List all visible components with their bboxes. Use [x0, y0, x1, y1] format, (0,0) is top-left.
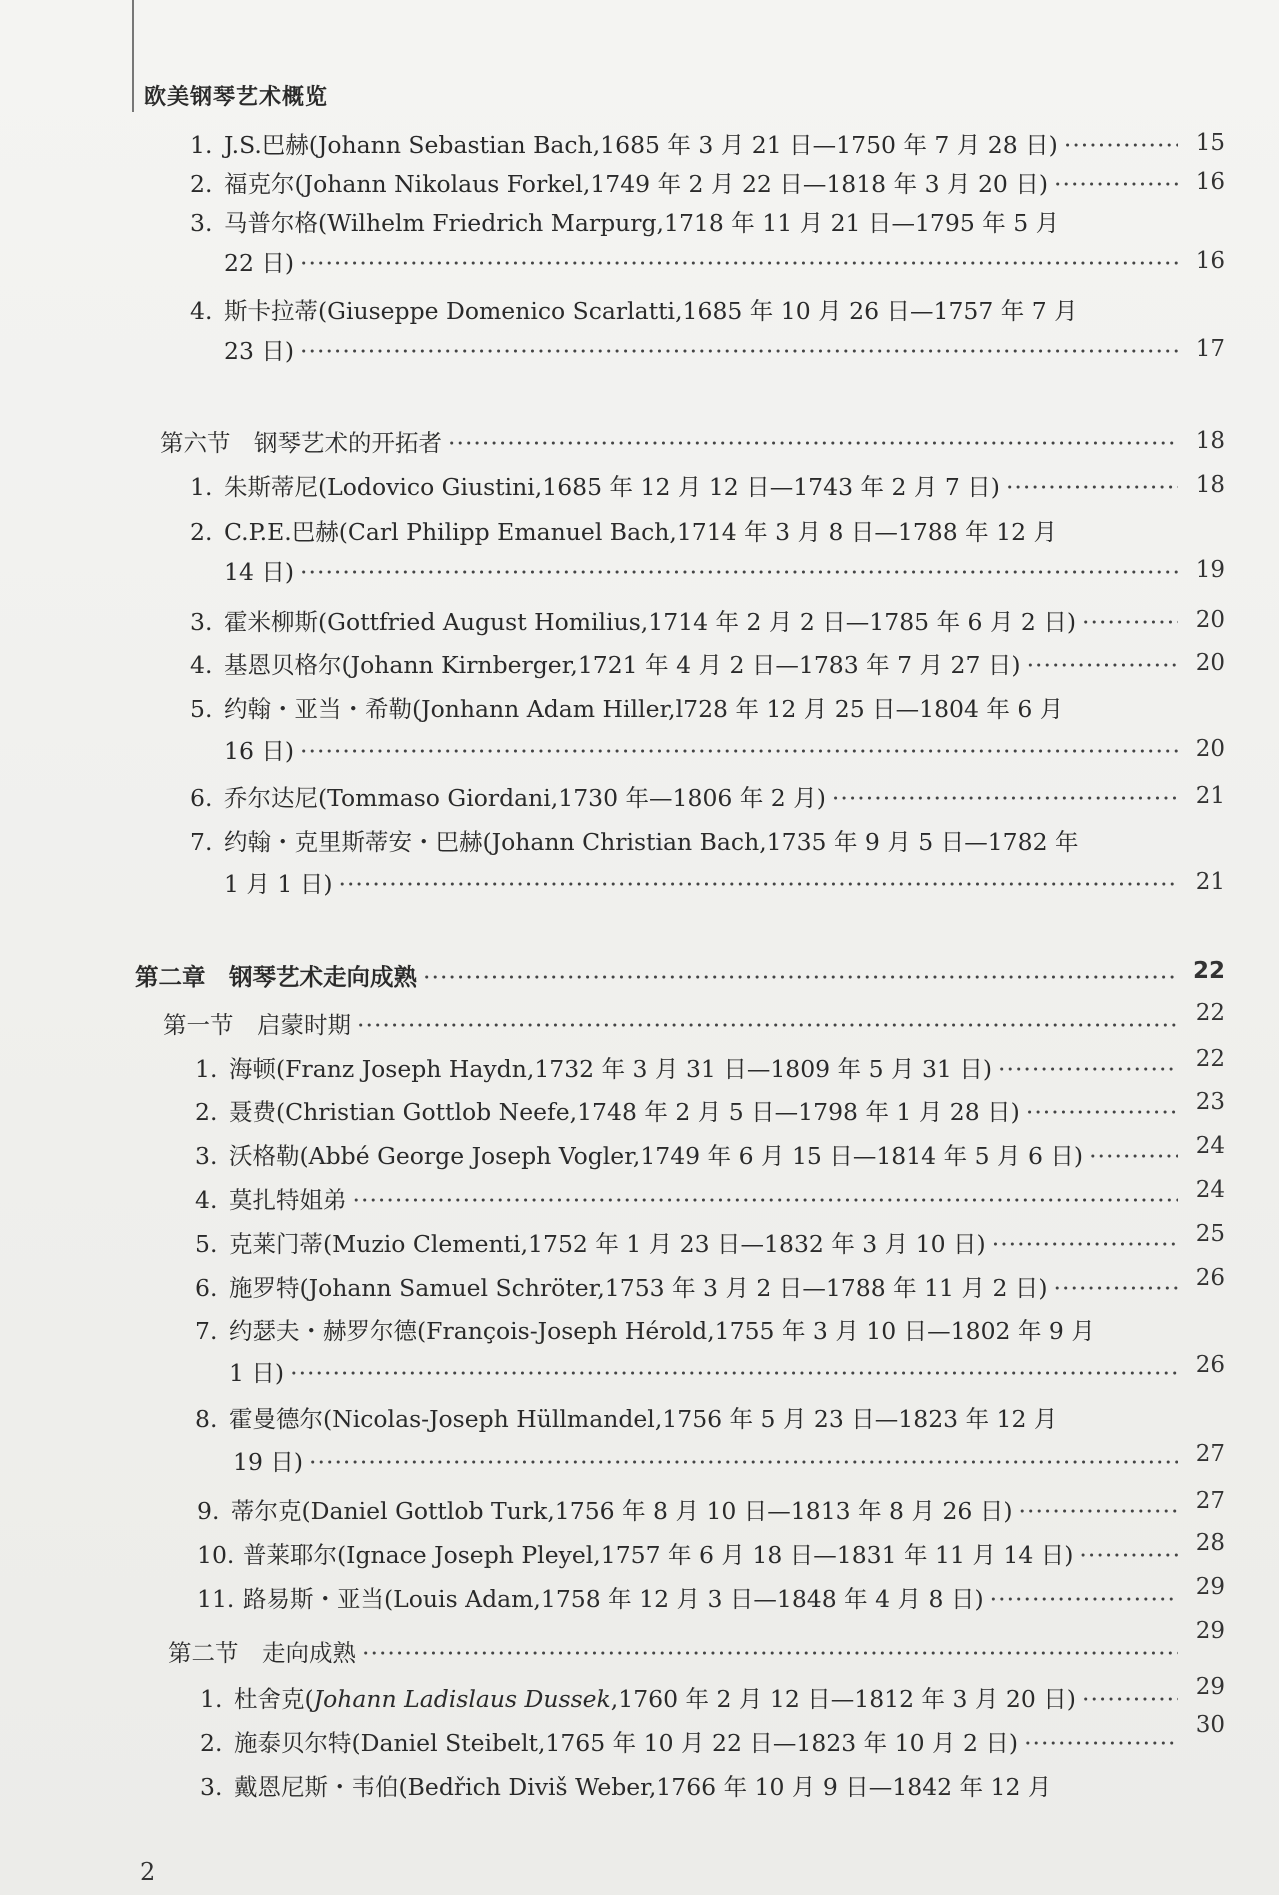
entry-page: 16 — [1195, 248, 1225, 274]
entry-title: 朱斯蒂尼(Lodovico Giustini,1685 年 12 月 12 日—1743 年 2 月 7 日) — [224, 473, 1000, 501]
entry-title: 施泰贝尔特(Daniel Steibelt,1765 年 10 月 22 日—1823 年 10 月 2 日) — [234, 1729, 1019, 1757]
dot-leader — [1089, 1142, 1178, 1170]
entry-page: 27 — [1195, 1441, 1225, 1467]
entry-title: 蒂尔克(Daniel Gottlob Turk,1756 年 8 月 10 日—1813 年 8 月 26 日) — [231, 1497, 1013, 1525]
entry-number: 4. — [195, 1186, 218, 1214]
dot-leader — [448, 429, 1178, 457]
toc-entry — [0, 1312, 1279, 1394]
entry-page: 27 — [1195, 1488, 1225, 1514]
dot-leader — [1082, 608, 1178, 636]
section-title: 第一节 启蒙时期 — [163, 1011, 351, 1039]
entry-title-continued: 1 日) — [229, 1359, 285, 1387]
entry-page: 24 — [1195, 1177, 1225, 1203]
entry-title: 约瑟夫・赫罗尔德(François-Joseph Hérold,1755 年 3 月 10 日—1802 年 9 月 — [229, 1317, 1095, 1345]
entry-number: 2. — [195, 1098, 218, 1126]
toc-entry — [0, 165, 1279, 205]
toc-entry — [0, 204, 1279, 284]
entry-number: 3. — [200, 1773, 223, 1801]
entry-number: 4. — [190, 651, 213, 679]
entry-title-continued: 19 日) — [233, 1448, 304, 1476]
toc-entry — [0, 1712, 1279, 1764]
entry-number: 11. — [197, 1585, 235, 1613]
entry-page: 21 — [1195, 869, 1225, 895]
entry-title: 克莱门蒂(Muzio Clementi,1752 年 1 月 23 日—1832 年 3 月 10 日) — [229, 1230, 986, 1258]
entry-title: 聂费(Christian Gottlob Neefe,1748 年 2 月 5 日—1798 年 1 月 28 日) — [229, 1098, 1020, 1126]
toc-entry — [0, 1177, 1279, 1221]
entry-number: 6. — [195, 1274, 218, 1302]
entry-page: 15 — [1195, 130, 1225, 156]
entry-number: 1. — [190, 131, 213, 159]
entry-number: 5. — [190, 695, 213, 723]
entry-number: 10. — [197, 1541, 235, 1569]
toc-entry — [0, 468, 1279, 508]
entry-page: 18 — [1195, 472, 1225, 498]
page-number: 2 — [140, 1858, 156, 1886]
toc-entry — [0, 646, 1279, 686]
dot-leader — [1054, 170, 1178, 198]
section-title: 第二节 走向成熟 — [168, 1639, 356, 1667]
entry-title-italic: Johann Ladislaus Dussek — [313, 1685, 611, 1713]
entry-page: 16 — [1195, 169, 1225, 195]
toc-entry — [0, 1089, 1279, 1133]
toc-entry — [0, 126, 1279, 166]
dot-leader — [998, 1055, 1178, 1083]
toc-chapter — [0, 958, 1279, 998]
entry-number: 2. — [190, 170, 213, 198]
toc-entry — [0, 1221, 1279, 1265]
entry-number: 7. — [190, 828, 213, 856]
entry-title-continued: 23 日) — [224, 337, 295, 365]
entry-number: 9. — [197, 1497, 220, 1525]
toc-entry — [0, 1400, 1279, 1482]
entry-page: 28 — [1195, 1530, 1225, 1556]
entry-page: 19 — [1195, 557, 1225, 583]
entry-title: 路易斯・亚当(Louis Adam,1758 年 12 月 3 日—1848 年 4 月 8 日) — [243, 1585, 984, 1613]
entry-title: 基恩贝格尔(Johann Kirnberger,1721 年 4 月 2 日—1783 年 7 月 27 日) — [224, 651, 1021, 679]
toc-entry — [0, 292, 1279, 372]
entry-title: 马普尔格(Wilhelm Friedrich Marpurg,1718 年 11 月 21 日—1795 年 5 月 — [224, 209, 1060, 237]
entry-title: J.S.巴赫(Johann Sebastian Bach,1685 年 3 月 21 日—1750 年 7 月 28 日) — [224, 131, 1058, 159]
entry-number: 3. — [195, 1142, 218, 1170]
entry-title: 斯卡拉蒂(Giuseppe Domenico Scarlatti,1685 年 10 月 26 日—1757 年 7 月 — [224, 297, 1078, 325]
entry-page: 20 — [1195, 650, 1225, 676]
dot-leader — [353, 1186, 1179, 1214]
toc-entry — [0, 1530, 1279, 1576]
entry-title: 杜舍克(Johann Ladislaus Dussek,1760 年 2 月 12 日—1812 年 3 月 20 日) — [234, 1685, 1076, 1713]
entry-page: 26 — [1195, 1352, 1225, 1378]
entry-number: 7. — [195, 1317, 218, 1345]
entry-page: 30 — [1195, 1712, 1225, 1738]
entry-number: 1. — [190, 473, 213, 501]
toc-entry — [0, 1265, 1279, 1309]
dot-leader — [1082, 1685, 1178, 1713]
entry-number: 2. — [200, 1729, 223, 1757]
toc-section — [0, 424, 1279, 464]
entry-page: 29 — [1195, 1674, 1225, 1700]
entry-title: 约翰・亚当・希勒(Jonhann Adam Hiller,l728 年 12 月 25 日—1804 年 6 月 — [224, 695, 1064, 723]
dot-leader — [357, 1011, 1178, 1039]
toc-entry — [0, 513, 1279, 593]
entry-page: 21 — [1195, 783, 1225, 809]
entry-title-continued: 14 日) — [224, 558, 295, 586]
entry-page: 20 — [1195, 736, 1225, 762]
entry-title: 施罗特(Johann Samuel Schröter,1753 年 3 月 2 日—1788 年 11 月 2 日) — [229, 1274, 1048, 1302]
dot-leader — [338, 870, 1178, 898]
dot-leader — [362, 1639, 1178, 1667]
entry-number: 3. — [190, 209, 213, 237]
toc-entry — [0, 1768, 1279, 1808]
entry-title-continued: 1 月 1 日) — [224, 870, 333, 898]
entry-page: 22 — [1192, 958, 1225, 984]
entry-page: 20 — [1195, 607, 1225, 633]
entry-title: 约翰・克里斯蒂安・巴赫(Johann Christian Bach,1735 年 9 月 5 日—1782 年 — [224, 828, 1079, 856]
entry-number: 4. — [190, 297, 213, 325]
entry-number: 5. — [195, 1230, 218, 1258]
dot-leader — [300, 737, 1178, 765]
dot-leader — [1054, 1274, 1178, 1302]
dot-leader — [1026, 1098, 1178, 1126]
chapter-title: 第二章 钢琴艺术走向成熟 — [135, 963, 417, 991]
entry-title: 沃格勒(Abbé George Joseph Vogler,1749 年 6 月 15 日—1814 年 5 月 6 日) — [229, 1142, 1084, 1170]
dot-leader — [832, 784, 1178, 812]
dot-leader — [992, 1230, 1178, 1258]
dot-leader — [309, 1448, 1178, 1476]
entry-title-continued: 16 日) — [224, 737, 295, 765]
entry-number: 3. — [190, 608, 213, 636]
toc-entry — [0, 1674, 1279, 1720]
entry-title: C.P.E.巴赫(Carl Philipp Emanuel Bach,1714 年 3 月 8 日—1788 年 12 月 — [224, 518, 1058, 546]
dot-leader — [423, 963, 1178, 991]
entry-title: 海顿(Franz Joseph Haydn,1732 年 3 月 31 日—1809 年 5 月 31 日) — [229, 1055, 993, 1083]
entry-title: 戴恩尼斯・韦伯(Bedřich Diviš Weber,1766 年 10 月 9 日—1842 年 12 月 — [234, 1773, 1052, 1801]
entry-page: 17 — [1195, 336, 1225, 362]
section-title: 第六节 钢琴艺术的开拓者 — [160, 429, 442, 457]
entry-title: 霍曼德尔(Nicolas-Joseph Hüllmandel,1756 年 5 月 23 日—1823 年 12 月 — [229, 1405, 1058, 1433]
toc-entry — [0, 1046, 1279, 1090]
dot-leader — [990, 1585, 1178, 1613]
dot-leader — [1064, 131, 1178, 159]
dot-leader — [290, 1359, 1178, 1387]
toc-section — [0, 1618, 1279, 1674]
dot-leader — [300, 337, 1178, 365]
entry-page: 18 — [1195, 428, 1225, 454]
toc-entry — [0, 1574, 1279, 1620]
toc-entry — [0, 1488, 1279, 1532]
toc-entry — [0, 1133, 1279, 1177]
entry-page: 22 — [1195, 1000, 1225, 1026]
entry-number: 6. — [190, 784, 213, 812]
entry-title: 福克尔(Johann Nikolaus Forkel,1749 年 2 月 22 日—1818 年 3 月 20 日) — [224, 170, 1049, 198]
entry-page: 24 — [1195, 1133, 1225, 1159]
dot-leader — [1024, 1729, 1178, 1757]
dot-leader — [1019, 1497, 1179, 1525]
toc-entry — [0, 603, 1279, 643]
entry-page: 23 — [1195, 1089, 1225, 1115]
toc-section — [0, 1000, 1279, 1046]
entry-title-continued: 22 日) — [224, 249, 295, 277]
toc-entry — [0, 690, 1279, 770]
entry-number: 8. — [195, 1405, 218, 1433]
dot-leader — [1027, 651, 1178, 679]
entry-number: 2. — [190, 518, 213, 546]
dot-leader — [300, 249, 1178, 277]
entry-title: 普莱耶尔(Ignace Joseph Pleyel,1757 年 6 月 18 日—1831 年 11 月 14 日) — [243, 1541, 1074, 1569]
entry-page: 25 — [1195, 1221, 1225, 1247]
dot-leader — [1006, 473, 1178, 501]
entry-number: 1. — [200, 1685, 223, 1713]
entry-page: 29 — [1195, 1574, 1225, 1600]
entry-number: 1. — [195, 1055, 218, 1083]
running-head: 欧美钢琴艺术概览 — [144, 85, 329, 110]
header-rule — [132, 0, 134, 112]
dot-leader — [1079, 1541, 1178, 1569]
entry-page: 26 — [1195, 1265, 1225, 1291]
entry-page: 22 — [1195, 1046, 1225, 1072]
toc-entry — [0, 823, 1279, 903]
entry-title: 乔尔达尼(Tommaso Giordani,1730 年—1806 年 2 月) — [224, 784, 826, 812]
entry-title: 莫扎特姐弟 — [229, 1186, 347, 1214]
entry-title: 霍米柳斯(Gottfried August Homilius,1714 年 2 月 2 日—1785 年 6 月 2 日) — [224, 608, 1077, 636]
dot-leader — [300, 558, 1178, 586]
entry-page: 29 — [1195, 1618, 1225, 1644]
toc-entry — [0, 779, 1279, 819]
